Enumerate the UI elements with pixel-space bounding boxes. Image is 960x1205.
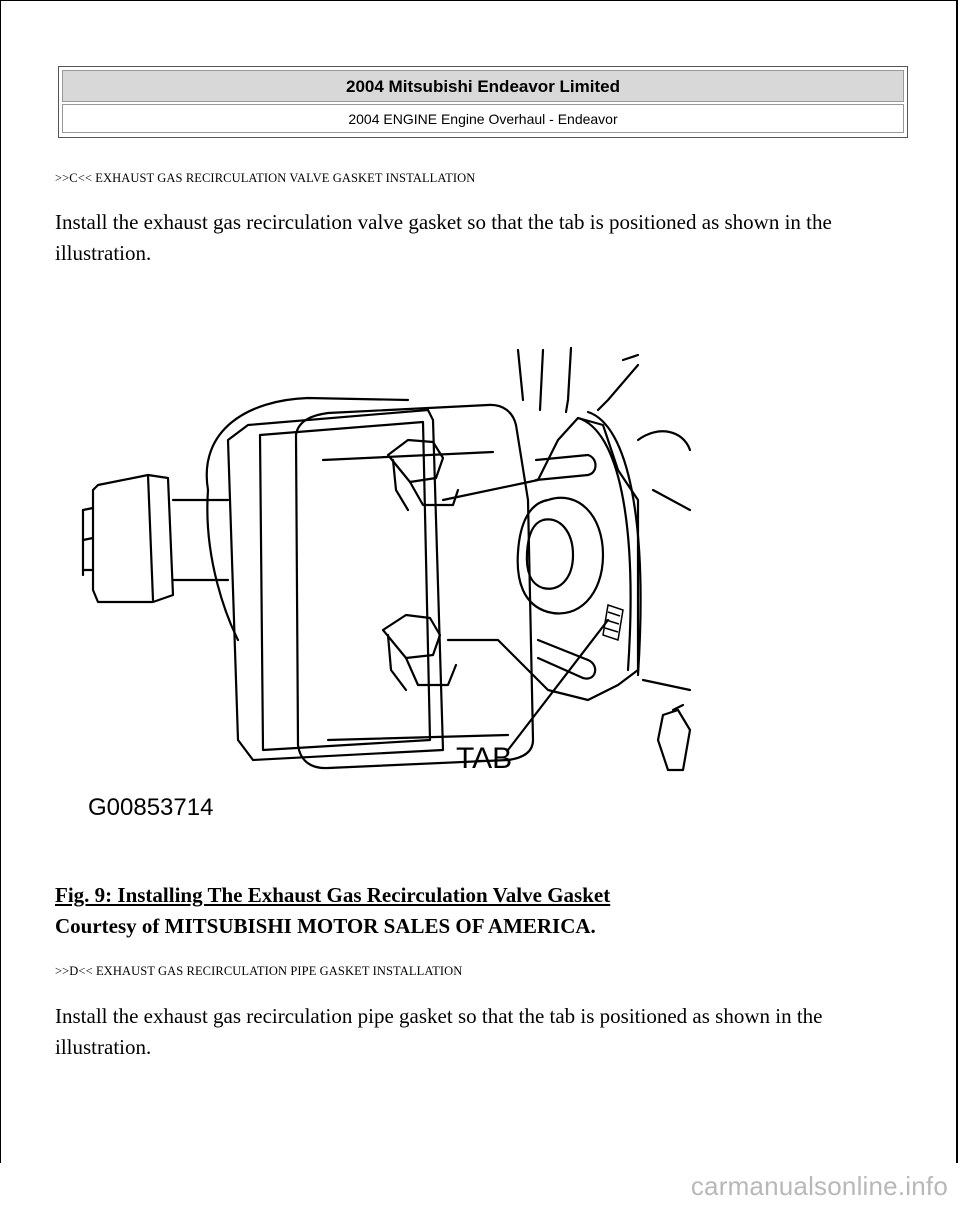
figure-caption-title: Fig. 9: Installing The Exhaust Gas Recirculation Valve Gasket bbox=[55, 883, 611, 907]
figure-caption-courtesy: Courtesy of MITSUBISHI MOTOR SALES OF AMERICA. bbox=[55, 914, 596, 938]
figure-code: G00853714 bbox=[88, 794, 214, 821]
egr-valve-drawing bbox=[78, 340, 693, 825]
section-text-c: Install the exhaust gas recirculation valve gasket so that the tab is positioned as shown in the illustration. bbox=[55, 210, 832, 265]
vehicle-title: 2004 Mitsubishi Endeavor Limited bbox=[62, 70, 904, 102]
egr-valve-illustration bbox=[78, 340, 693, 825]
watermark-text: carmanualsonline.info bbox=[690, 1171, 948, 1201]
manual-section-title: 2004 ENGINE Engine Overhaul - Endeavor bbox=[62, 104, 904, 133]
tab-label: TAB bbox=[456, 742, 513, 775]
document-header bbox=[58, 66, 908, 138]
watermark-bar bbox=[0, 1163, 960, 1205]
figure-caption bbox=[55, 880, 610, 942]
section-heading-c: >>C<< EXHAUST GAS RECIRCULATION VALVE GASKET INSTALLATION bbox=[55, 171, 476, 185]
section-text-d: Install the exhaust gas recirculation pipe gasket so that the tab is positioned as shown in the illustration. bbox=[55, 1004, 823, 1059]
section-heading-d: >>D<< EXHAUST GAS RECIRCULATION PIPE GASKET INSTALLATION bbox=[55, 964, 463, 978]
